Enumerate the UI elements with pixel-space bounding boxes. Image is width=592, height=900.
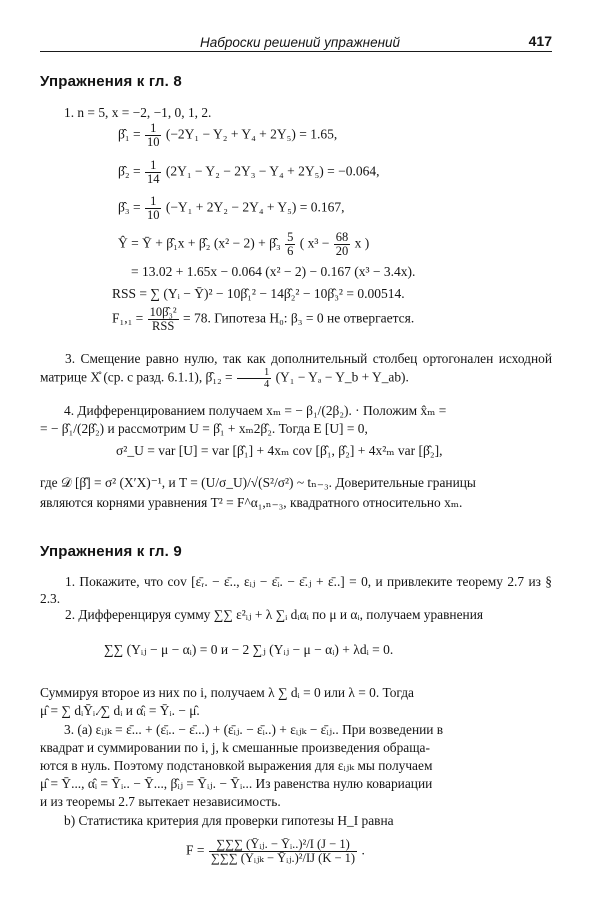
fraction-denominator: 10 — [146, 135, 160, 150]
page-number: 417 — [528, 33, 552, 49]
fraction-numerator: 5 — [287, 230, 294, 244]
fraction-denominator: RSS — [152, 319, 175, 334]
ex3-paragraph — [40, 350, 552, 390]
section-heading-ch9: Упражнения к гл. 9 — [40, 543, 182, 560]
equation-part: x ) — [354, 235, 370, 251]
fraction-denominator: 20 — [335, 244, 349, 259]
fraction — [145, 195, 162, 222]
equation-rss: RSS = ∑ (Yᵢ − Ȳ)² − 10β̂₁² − 14β̂₂² − 10β̂₃² = 0.00514. — [112, 286, 405, 301]
ex1-intro: 1. n = 5, x = −2, −1, 0, 1, 2. — [64, 105, 212, 120]
fraction-denominator: ∑∑∑ (Yᵢⱼₖ − Ȳᵢⱼ.)²/IJ (K − 1) — [210, 851, 356, 866]
fraction — [148, 306, 179, 333]
equation-f-test — [112, 306, 414, 333]
equation-variance-u: σ²_U = var [U] = var [β̂₁] + 4xₘ cov [β̂₁, β̂₂] + 4x²ₘ var [β̂₂], — [116, 443, 443, 458]
equation-f-statistic — [186, 838, 365, 865]
ch9-ex2-intro: 2. Дифференцируя сумму ∑∑ ε²ᵢⱼ + λ ∑ᵢ dᵢαᵢ по μ и αᵢ, получаем уравнения — [65, 607, 484, 622]
ch9-ex3b-line1: b) Статистика критерия для проверки гипотезы H_I равна — [64, 813, 394, 828]
equation-rhs: (−Y₁ + 2Y₂ − 2Y₄ + Y₅) = 0.167, — [165, 199, 345, 215]
ch9-ex1: 1. Покажите, что cov [ε̄ᵣ. − ε̄.., εᵢⱼ − ε̄ᵢ. − ε̄.ⱼ + ε̄..] = 0, и привлеките теорему 2.7 из § 2.3. — [40, 574, 552, 607]
equation-yhat — [118, 231, 369, 258]
fraction-numerator: 68 — [335, 230, 349, 244]
equation-rhs: = 78. Гипотеза H₀: β₃ = 0 не отвергается. — [183, 310, 415, 326]
fraction — [145, 159, 162, 186]
fraction-numerator: 1 — [237, 367, 271, 379]
equation-rhs: (2Y₁ − Y₂ − 2Y₃ − Y₄ + 2Y₅) = −0.064, — [165, 163, 380, 179]
fraction — [334, 231, 351, 258]
fraction — [209, 838, 357, 865]
section-heading-ch8: Упражнения к гл. 8 — [40, 73, 182, 90]
fraction — [285, 231, 295, 258]
ex4-line3: где 𝒟 [β̂] = σ² (X′X)⁻¹, и T = (U/σ_U)/√(S²/σ²) ~ tₙ₋₃. Доверительные границы — [40, 475, 476, 490]
equation-beta2 — [118, 159, 380, 186]
ex4-line1: 4. Дифференцированием получаем xₘ = − β₁/(2β₂). · Положим x̂ₘ = — [64, 403, 447, 418]
fraction-denominator: 14 — [146, 172, 160, 187]
equation-lhs: F₁,₁ = — [112, 310, 144, 326]
fraction-denominator: 10 — [146, 208, 160, 223]
ex3-text-end: (Y₁ − Yₐ − Y_b + Y_ab). — [275, 369, 409, 385]
ch9-ex3a-line4: μ̂ = Ȳ..., α̂ᵢ = Ȳᵢ.. − Ȳ..., β̂ᵢⱼ = Ȳᵢⱼ. − Ȳᵢ... Из равенства нулю ковариации — [40, 776, 433, 791]
fraction-denominator: 6 — [287, 244, 294, 259]
equation-normal-equations: ∑∑ (Yᵢⱼ − μ − αᵢ) = 0 и − 2 ∑ⱼ (Yᵢⱼ − μ − αᵢ) + λdᵢ = 0. — [104, 642, 394, 657]
equation-beta1 — [118, 122, 337, 149]
fraction-numerator: 1 — [145, 159, 162, 173]
fraction-denominator: 4 — [263, 379, 270, 391]
running-title: Наброски решений упражнений — [200, 35, 401, 50]
equation-end: . — [361, 842, 365, 858]
equation-beta3 — [118, 195, 344, 222]
ex4-line4: являются корнями уравнения T² = F^α₁,ₙ₋₃, квадратного относительно xₘ. — [40, 495, 463, 510]
ex4-line2: = − β̂₁/(2β̂₂) и рассмотрим U = β̂₁ + xₘ2β̂₂. Тогда E [U] = 0, — [40, 421, 368, 436]
equation-lhs: β̂₃ = — [118, 199, 141, 215]
fraction-numerator: 1 — [145, 195, 162, 209]
fraction — [145, 122, 162, 149]
equation-part: Ŷ = Ȳ + β̂₁x + β̂₂ (x² − 2) + β̂₃ — [118, 235, 281, 251]
equation-yhat-numeric: = 13.02 + 1.65x − 0.064 (x² − 2) − 0.167 (x³ − 3.4x). — [131, 264, 416, 279]
fraction-numerator: 1 — [145, 122, 162, 136]
ch9-ex3a-line5: и из теоремы 2.7 вытекает независимость. — [40, 794, 281, 809]
ch9-ex2-line2: Суммируя второе из них по i, получаем λ ∑ dᵢ = 0 или λ = 0. Тогда — [40, 685, 414, 700]
equation-rhs: (−2Y₁ − Y₂ + Y₄ + 2Y₅) = 1.65, — [165, 126, 338, 142]
equation-part: ( x³ − — [299, 235, 330, 251]
running-header — [40, 30, 552, 52]
ex3-text: 3. Смещение равно нулю, так как дополнительный столбец ортогонален исходной матрице X̊ (ср. с разд. 6.1.1), β̂₁₂ = — [40, 351, 552, 385]
equation-lhs: F = — [186, 842, 205, 858]
ch9-ex2-line3: μ̂ = ∑ dᵢȲᵢ.∕∑ dᵢ и α̂ᵢ = Ȳᵢ. − μ̂. — [40, 703, 200, 718]
ch9-ex3a-line1: 3. (a) εᵢⱼₖ = ε̄... + (ε̄ᵢ.. − ε̄...) + (ε̄ᵢⱼ. − ε̄ᵢ..) + εᵢⱼₖ − ε̄ᵢⱼ.. При возведении в — [64, 722, 444, 737]
fraction-numerator: ∑∑∑ (Ȳᵢⱼ. − Ȳᵢ..)²/I (J − 1) — [209, 838, 357, 852]
fraction — [237, 367, 271, 390]
ch9-ex3a-line3: ются в нуль. Поэтому подстановкой выражения для εᵢⱼₖ мы получаем — [40, 758, 433, 773]
equation-lhs: β̂₂ = — [118, 163, 141, 179]
fraction-numerator: 10β̂₃² — [149, 305, 177, 319]
equation-lhs: β̂₁ = — [118, 126, 141, 142]
ch9-ex3a-line2: квадрат и суммировании по i, j, k смешанные произведения обраща- — [40, 740, 430, 755]
